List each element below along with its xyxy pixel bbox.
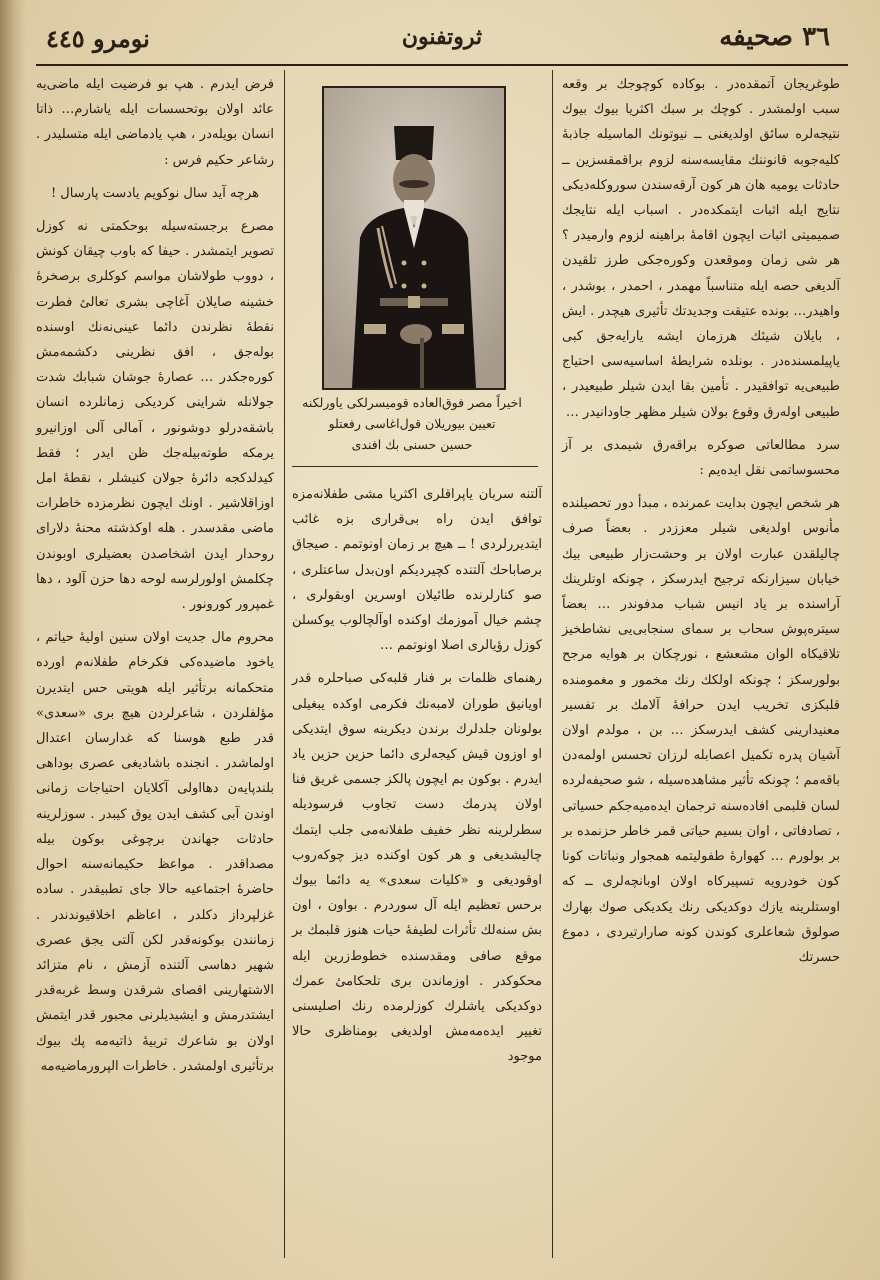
issue-number: نومرو ٤٤٥: [46, 24, 150, 53]
portrait-photo: [322, 86, 506, 390]
page-header: [36, 16, 848, 62]
column-left: [36, 72, 274, 1087]
column-center: [292, 482, 542, 1078]
paragraph: مصرع برجسته‌سیله بوحكمتی نه كوزل تصویر ایتمشدر . حیفا كه باوب چیقان كونش ، دووب طولاشان مواسم كوكلری برصخرهٔ خشینه صایلان آغاچی بشری تعالئ فطرت نقطهٔ نظرندن دائما عینی‌نه‌نك اوسنده بولەجق ، افق نظرینی دكشمه‌مش كوره‌جكدر … عصارهٔ جوشان شبابك شدت جولانله شراینی كردیكی زمانلرده انسان باشقه‌درلو دوشونور ، آمالی آلی اوزانیرو یرمكه طوته‌بیله‌جك ظن ایدر ؛ فقط كیدلدكجه دائرهٔ جولان كنیشلر ، نقطهٔ امل اوزاقلاشیر . اونك ایچون نظرمزده خاطرات ماضی مقدسدر . هله اوكذشته محنهٔ دلارای روحدار ایدن اشخاصدن بعضیلری اوبوندن چكلمش اولورلرسه لوحه دها حزن آلود ، دها غمپرور كورونور .: [36, 219, 274, 613]
paragraph: رهنمای ظلمات بر فنار قلبه‌كی صباحلره قدر اویانیق طوران لامبه‌نك فكرمی اوكده یبغیلی بولونان جلدلرك برندن دیكرینه سوق ایتدیكی او اوزون قیش كیجه‌لری دائما حزین حزین یاد ایدرم . بوكون بم ایچون پالكز جسمی غریق فنا اولان پدرمك دست تجاوب فرسودیله سطرلرینه نظر خفیف طفلانه‌می جلب ایتمك چالیشدیغی و هر كون اوكنده دیز چوكەروب اوقودیغی و «كلیات سعدی» یه دائما بیوك برحس تعظیم ایله آل سوردرم . بواون ، اون بش سنه‌لك تأثرات لطیفهٔ حیات هنوز قلبمك بر موقع صافی ومقدسنده خطوط‌زرین ایله محكوكدر . اوزماندن بری تلحكامیٔ عمرك دوكدیكی یاشلرك كوزلرمده رنك اصلیسنی تغییر ایده‌مه‌مش اولدیغی بومناظری حالا موجود: [292, 671, 542, 1065]
column-separator: [552, 70, 553, 1258]
page-number: ٣٦ صحيفه: [719, 22, 830, 52]
paragraph: آلتنه سربان یاپراقلری اكثریا مشی طفلانه‌مزه توافق ایدن راه بی‌قراری بزه غائب ایتدیررلردی ! ــ هیچ بر زمان اونوتمم . صیجاق برصاباحك آلتنده كچیردیكم اون‌بدل ساعتلری ، صو كنارلرنده طائیلان اوسرین اوبقولری ، چشم خیال آموزمك اوكنده اوآلچالوب یوكسلن كوزل رؤیالری اصلا اونوتمم …: [292, 487, 542, 654]
paragraph: محروم مال جدیت اولان سنین اولیهٔ حیاتم ، یاخود ماضیده‌كی فكرخام طفلانه‌م اورده متحكمانه برتأثیر ایله هویتی حس ایتدیرن مؤلفلردن ، شاعرلردن هیچ بری «سعدی» قدر طبع هوسنا كه غدارسان اعتدال اولماشدر . انجنده باشادیغی عصری بوداهی بلندپایه‌ن دهااولی آكلایان احتیاجات زمانی اوندن آبی كشف ایدن یوق كیبدر . سوزلرینه حادثات جهاندن برچوغی بوكون بیله مصداقدر . مواعظ حكیمانه‌سنه احوال حاضرهٔ اجتماعیه حالا جای تطبیقدر . ساده غزلپرداز دكلدر ، اعاظم اخلاقیوندندر . زمانندن بوكونه‌قدر لكن آلتی یجق عصری شهیر دهاسی آلتنده آزمش ، نام متزائد الاشتهارینی اقصای شرقدن وسط غربه‌قدر ایشتدرمش و ایشیدیلرنی مجبور قدر ایتمش اولان بو شاعرك تربیهٔ ذاتیه‌مه پك بیوك برتأثیری اولمشدر . خاطرات الپرورماضیه‌مه: [36, 630, 274, 1074]
caption-line: تعیین بیوریلان قول‌اغاسی رفعتلو: [328, 416, 496, 431]
paragraph: سرد مطالعاتی صوكره براقەرق شیمدی بر آز محسوساتمی نقل ایدەیم :: [562, 437, 840, 479]
header-rule: [36, 64, 848, 66]
caption-line: حسین حسنی بك افندی: [351, 437, 473, 452]
officer-portrait-icon: [324, 88, 504, 388]
column-separator: [284, 70, 285, 1258]
binding-spine: [0, 0, 26, 1280]
paragraph: هر شخص ایچون بدایت عمرنده ، مبدأ دور تحصیلنده مأنوس اولدیغی شیلر معززدر . بعضاً صرف چالیلقدن عبارت اولان بر وحشت‌زار طبیعی بیك خیابان سیزارنكه ترجیح ایدرسكز ، چونكه اوتلرینك آراسنده بر یاد انیس شباب مدفوندر … بعضاً سیترەپوش سحاب بر سمای سنجابی‌یی نشاطخیز تلاقیكاه الوان مشعشع ، نورچكان بر هوایه مرجح بولورسكز ؛ چونكه اولكك رنك مخمور و مغمومنده قلبكزی تخریب ایدن حرافهٔ آلامك بر تفسیر معنیدارینی كشف ایدرسكز … بن ، مولدم اولان آشیان پدره تكمیل اعصابله لرزان تحسس اولمەدن باقەمم ؛ چونكه تأثیر مشاهده‌سیله ، شو صحیفه‌لرده لسان قلبمی افاده‌سنه ترجمان ایدەمیه‌جكم حسیاتی ، تصادفاتی ، اوان بسیم حیاتی قمر خاطر حزنمده بر بر بولورم … كهوارهٔ طفولیتمه همجوار ونباتات كونا كون خودرویه تسپیركاه اولان اوبانچه‌لری ــ كه اوستلرینه یازك دوكدیكی رنك یكدیكی صوك بهارك صولوق شعاعلری كوندن كونه صارارتیردی ، دموع حسرتك: [562, 496, 840, 965]
paragraph: طوغریجان آتمقده‌در . بوكاده كوچوجك بر وقعه سبب اولمشدر . كوچك بر سبك اكثریا بیوك بیوك نتیجه‌لره سائق اولدیغنی ــ نیوتونك الماسیله جاذبهٔ كلیه‌جوبه قانوننك مقایسه‌سنه لزوم براقمقسزین ــ حادثات یومیه هان هر كون آرقه‌سندن سوروكله‌دیكی نتایج ایله اثبات ایتمكده‌در . اسباب ایله نتایجك صمیمیتی اثبات ایچون اقامهٔ براهینه لزوم وارمیدر ؟ هر شی زمان وموقعدن وكوره‌جكی طرز تلقیدن آلدیغی حصه ایله متناسباً مهمدر ، احمدر ، بوشدر ، واهیدر… بونده عتیقت وجدیدتك تأثیری هیچدر . ایش ، بایلان شیئك هرزمان ایشه یارایه‌جق كبی یاپیلمسنده‌در . بونلده شرایطهٔ اساسیه‌سی احتیاج طبیعی‌یه توافقیدر . تأمین بقا ایدن شیلر طبیعیدر ، طبیعی اولەرق وقوع بولان شیلر مظهر جاودانیدر …: [562, 77, 840, 420]
photo-caption: [292, 392, 532, 455]
paragraph: فرض ایدرم . هپ بو فرضیت ایله ماضی‌یه عائد اولان بوتحسسات ایله یاشارم… ذاتا انسان بویله‌در ، هپ یادماضی ایله متسلیدر . رشاعر حكیم فرس :: [36, 77, 274, 168]
caption-rule: [292, 466, 538, 467]
caption-line: اخیراً مصر فوق‌العاده قومیسرلكی یاورلكنه: [302, 395, 522, 410]
journal-title: ثروتفنون: [401, 24, 483, 50]
column-right: [562, 72, 840, 978]
verse-line: هرچه آید سال نوكویم یادست پارسال !: [50, 185, 260, 201]
